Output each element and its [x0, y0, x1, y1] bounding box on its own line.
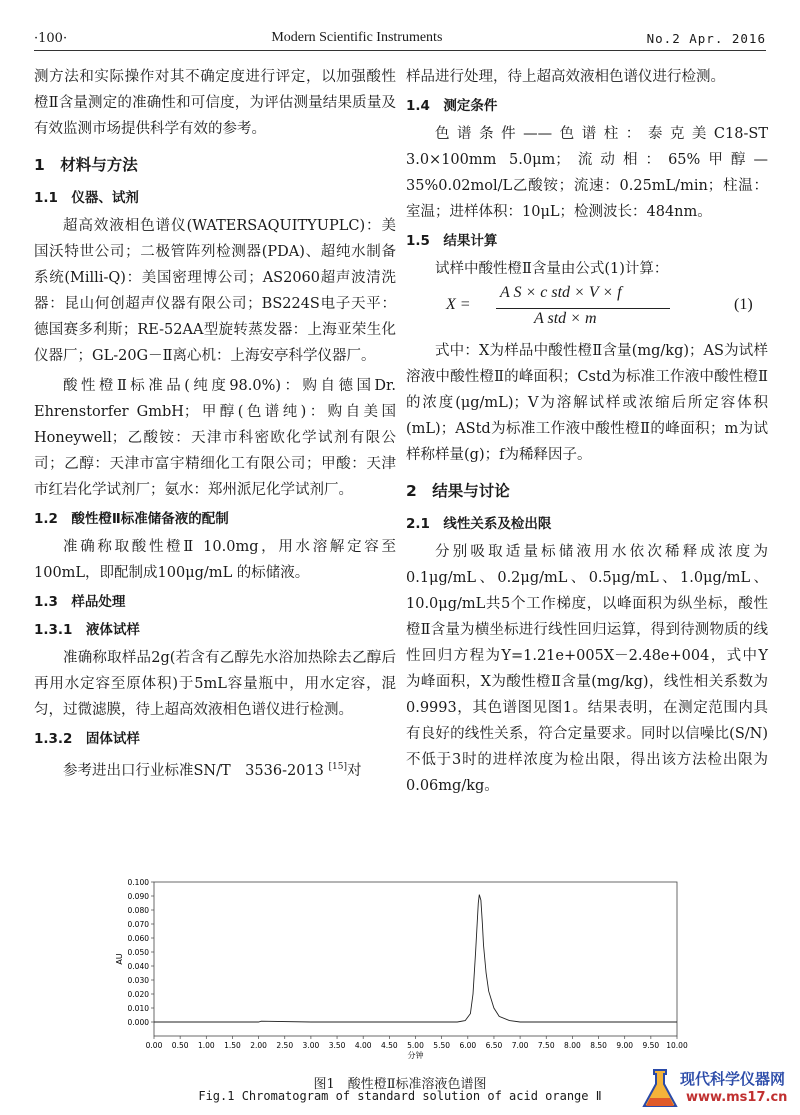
watermark-name: 现代科学仪器网: [680, 1070, 786, 1088]
page-number: ·100·: [34, 31, 68, 46]
y-tick-label: 0.080: [127, 906, 149, 915]
intro-text: 测方法和实际操作对其不确定度进行评定，以加强酸性橙Ⅱ含量测定的准确性和可信度，为评估测量结果质量及有效监测市场提供科学有效的参考。: [34, 69, 396, 137]
y-tick-label: 0.100: [127, 878, 149, 887]
y-tick-label: 0.070: [127, 920, 149, 929]
formula-denominator: A std × m: [534, 310, 597, 327]
linearity-text: 分别吸取适量标储液用水依次稀释成浓度为0.1μg/mL、0.2μg/mL、0.5μg/mL、1.0μg/mL、10.0μg/mL共5个工作梯度，以峰面积为纵坐标，酸性橙Ⅱ含量为横坐标进行线性回归运算，得到待测物质的线性回归方程为Y=1.21e+005X－2.48e+004，式中Y为峰面积，X为酸性橙Ⅱ含量(mg/kg)，线性相关系数为0.9993，其色谱图见图1。结果表明，在测定范围内具有良好的线性关系，符合定量要求。同时以信噪比(S/N)不低于3时的进样浓度为检出限，得出该方法检出限为0.06mg/kg。: [406, 544, 768, 794]
liquid-sample-text: 准确称取样品2g(若含有乙醇先水浴加热除去乙醇后再用水定容至原体积)于5mL容量瓶中，用水定容，混匀，过微滤膜，待上超高效液相色谱仪进行检测。: [34, 650, 396, 718]
left-column: [34, 64, 396, 784]
stock-text: 准确称取酸性橙Ⅱ 10.0mg，用水溶解定容至100mL，即配制成100μg/mL 的标储液。: [34, 539, 396, 581]
running-header: [34, 24, 766, 46]
x-tick-label: 4.50: [380, 1041, 398, 1050]
continued-text: 样品进行处理，待上超高效液相色谱仪进行检测。: [406, 69, 725, 85]
y-tick-label: 0.060: [127, 934, 149, 943]
y-axis-label: AU: [115, 953, 124, 965]
section-1-heading: 1 材料与方法: [34, 156, 138, 174]
watermark: [640, 1066, 798, 1112]
x-tick-label: 6.00: [459, 1041, 477, 1050]
watermark-url: www.ms17.cn: [686, 1090, 788, 1105]
issue-info: No.2 Apr. 2016: [646, 31, 766, 46]
fraction-bar: [496, 308, 670, 309]
section-1-3-1-heading: 1.3.1 液体试样: [34, 622, 140, 638]
formula-lhs: X =: [446, 296, 471, 313]
header-rule: [34, 50, 766, 51]
calc-intro: 试样中酸性橙Ⅱ含量由公式(1)计算：: [435, 261, 669, 277]
x-tick-label: 1.50: [224, 1041, 241, 1050]
x-tick-label: 7.50: [537, 1041, 555, 1050]
figure-caption-en: Fig.1 Chromatogram of standard solution of acid orange Ⅱ: [198, 1089, 602, 1103]
reagents-text: 酸性橙Ⅱ标准品(纯度98.0%)：购自德国Dr. Ehrenstorfer GmbH；甲醇(色谱纯)：购自美国Honeywell；乙酸铵：天津市科密欧化学试剂有限公司；乙醇：天津市富宇精细化工有限公司；甲酸：天津市红岩化学试剂厂；氨水：郑州派尼化学试剂厂。: [34, 378, 396, 498]
chromatogram-trace: [154, 895, 677, 1022]
formula-legend: 式中：X为样品中酸性橙Ⅱ含量(mg/kg)；AS为试样溶液中酸性橙Ⅱ的峰面积；Cstd为标准工作液中酸性橙Ⅱ的浓度(μg/mL)；V为溶解试样或浓缩后所定容体积(mL)；AStd为标准工作液中酸性橙Ⅱ的峰面积；m为试样称样量(g)；f为稀释因子。: [406, 343, 768, 463]
plot-frame: [154, 882, 677, 1036]
x-tick-label: 3.00: [302, 1041, 320, 1050]
x-tick-label: 8.50: [590, 1041, 607, 1050]
formula-number: (1): [734, 296, 753, 313]
x-tick-label: 10.00: [666, 1041, 688, 1050]
x-tick-label: 4.00: [354, 1041, 372, 1050]
section-2-1-heading: 2.1 线性关系及检出限: [406, 516, 552, 532]
x-tick-label: 2.00: [250, 1041, 267, 1050]
section-2-heading: 2 结果与讨论: [406, 482, 510, 500]
x-tick-label: 6.50: [485, 1041, 503, 1050]
y-tick-label: 0.030: [127, 976, 149, 985]
section-1-3-heading: 1.3 样品处理: [34, 594, 126, 610]
section-1-4-heading: 1.4 测定条件: [406, 98, 498, 114]
x-tick-label: 5.50: [433, 1041, 451, 1050]
formula-numerator: A S × c std × V × f: [500, 284, 622, 301]
y-tick-label: 0.090: [127, 892, 149, 901]
y-tick-label: 0.050: [127, 948, 149, 957]
x-axis-label: 分钟: [407, 1051, 424, 1060]
solid-sample-main: 参考进出口行业标准SN/T 3536-2013: [63, 762, 324, 779]
conditions-text: 色谱条件——色谱柱：泰克美C18-ST 3.0×100mm 5.0μm；流动相：65%甲醇—35%0.02mol/L乙酸铵；流速：0.25mL/min；柱温：室温；进样体积：10μL；检测波长：484nm。: [406, 126, 768, 220]
x-tick-label: 3.50: [328, 1041, 346, 1050]
y-tick-label: 0.010: [127, 1004, 149, 1013]
x-tick-label: 7.00: [511, 1041, 529, 1050]
section-1-5-heading: 1.5 结果计算: [406, 233, 498, 249]
section-1-2-heading: 1.2 酸性橙Ⅱ标准储备液的配制: [34, 511, 229, 527]
formula-1: [406, 284, 768, 332]
x-tick-label: 8.00: [564, 1041, 581, 1050]
y-tick-label: 0.020: [127, 990, 149, 999]
solid-sample-end: 对: [346, 762, 362, 779]
chromatogram-chart: [112, 876, 692, 1066]
right-column: [406, 64, 768, 799]
x-tick-label: 0.00: [145, 1041, 163, 1050]
x-tick-label: 5.00: [407, 1041, 424, 1050]
x-tick-label: 9.00: [616, 1041, 634, 1050]
y-tick-label: 0.000: [127, 1018, 149, 1027]
solid-sample-text: [34, 754, 396, 784]
section-1-3-2-heading: 1.3.2 固体试样: [34, 731, 140, 747]
x-tick-label: 9.50: [642, 1041, 660, 1050]
x-tick-label: 0.50: [171, 1041, 189, 1050]
citation-ref: [15]: [328, 762, 347, 772]
x-tick-label: 2.50: [276, 1041, 294, 1050]
y-tick-label: 0.040: [127, 962, 149, 971]
journal-name: Modern Scientific Instruments: [271, 30, 443, 45]
flask-logo-icon: [640, 1066, 680, 1110]
instruments-text: 超高效液相色谱仪(WATERSAQUITYUPLC)：美国沃特世公司；二极管阵列检测器(PDA)、超纯水制备系统(Milli-Q)：美国密理博公司；AS2060超声波清洗器：昆山何创超声仪器有限公司；BS224S电子天平：德国赛多利斯；RE-52AA型旋转蒸发器：上海亚荣生化仪器厂；GL-20G－Ⅱ离心机：上海安亭科学仪器厂。: [34, 218, 396, 364]
section-1-1-heading: 1.1 仪器、试剂: [34, 190, 139, 206]
figure-caption-cn: 图1 酸性橙Ⅱ标准溶液色谱图: [313, 1077, 487, 1092]
x-tick-label: 1.00: [197, 1041, 215, 1050]
